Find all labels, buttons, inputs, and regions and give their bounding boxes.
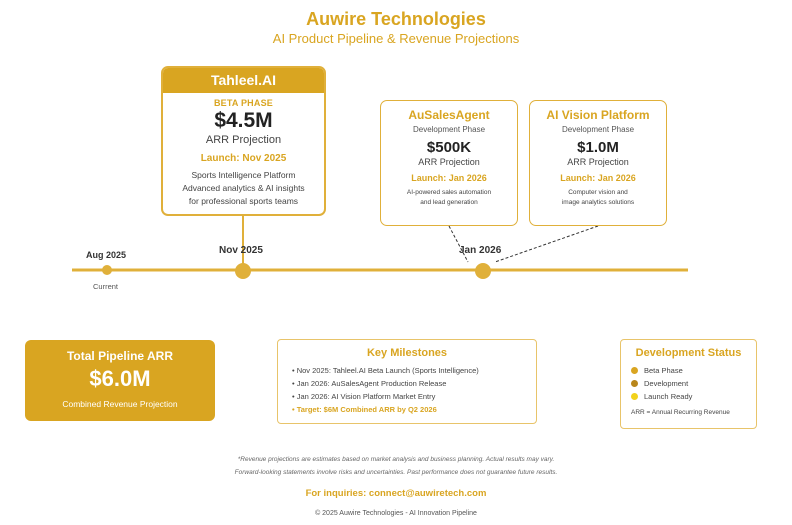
tahleel-launch: Launch: Nov 2025 xyxy=(200,153,287,164)
ausales-arr-label: ARR Projection xyxy=(418,157,480,167)
ausales-card xyxy=(380,100,518,226)
total-title: Total Pipeline ARR xyxy=(66,349,173,363)
milestone-item: • Jan 2026: AuSalesAgent Production Release xyxy=(292,379,447,388)
launch-ready-dot-icon xyxy=(631,393,638,400)
status-title: Development Status xyxy=(635,347,742,359)
page-subtitle: AI Product Pipeline & Revenue Projections xyxy=(272,31,520,46)
beta-dot-icon xyxy=(631,367,638,374)
tahleel-desc-line: Advanced analytics & AI insights xyxy=(182,183,305,193)
legend-item-launch-ready xyxy=(631,390,756,403)
milestone-item: • Nov 2025: Tahleel.AI Beta Launch (Sports Intelligence) xyxy=(292,366,479,375)
tahleel-desc-line: for professional sports teams xyxy=(188,196,299,206)
total-pipeline-card xyxy=(25,340,215,421)
page-title: Auwire Technologies xyxy=(306,9,486,29)
vision-phase: Development Phase xyxy=(561,125,635,134)
timeline-aug-sub: Current xyxy=(93,282,119,291)
milestones-list xyxy=(292,364,536,416)
ausales-connector xyxy=(449,226,468,262)
nov-marker xyxy=(235,263,251,279)
legend-label: Launch Ready xyxy=(644,392,693,401)
vision-description xyxy=(530,188,666,208)
vision-arr-value: $1.0M xyxy=(577,139,619,156)
legend-label: Development xyxy=(644,379,689,388)
timeline-nov-label: Nov 2025 xyxy=(219,245,263,256)
ausales-description xyxy=(381,188,517,208)
legend-label: Beta Phase xyxy=(644,366,683,375)
ausales-phase: Development Phase xyxy=(412,125,486,134)
tahleel-arr-label: ARR Projection xyxy=(205,134,282,146)
vision-name: AI Vision Platform xyxy=(546,108,650,122)
vision-desc-line: image analytics solutions xyxy=(561,199,635,206)
vision-arr-label: ARR Projection xyxy=(567,157,629,167)
tahleel-arr-value: $4.5M xyxy=(214,109,273,132)
ausales-desc-line: and lead generation xyxy=(420,199,478,206)
milestones-panel xyxy=(277,339,537,424)
tahleel-card xyxy=(161,66,326,216)
inquiries-link[interactable]: For inquiries: connect@auwiretech.com xyxy=(305,488,487,499)
vision-launch: Launch: Jan 2026 xyxy=(560,173,636,183)
tahleel-desc-line: Sports Intelligence Platform xyxy=(191,170,296,180)
copyright: © 2025 Auwire Technologies - AI Innovation Pipeline xyxy=(315,510,477,517)
legend-item-beta xyxy=(631,364,756,377)
ausales-arr-value: $500K xyxy=(426,139,472,156)
tahleel-name: Tahleel.AI xyxy=(163,68,324,93)
ausales-launch: Launch: Jan 2026 xyxy=(411,173,487,183)
timeline-aug-label: Aug 2025 xyxy=(86,250,127,260)
milestone-target: • Target: $6M Combined ARR by Q2 2026 xyxy=(292,405,437,414)
timeline-jan-label: Jan 2026 xyxy=(459,245,502,256)
vision-connector xyxy=(495,226,598,262)
development-dot-icon xyxy=(631,380,638,387)
status-note: ARR = Annual Recurring Revenue xyxy=(631,409,730,416)
aug-marker xyxy=(102,265,112,275)
total-value: $6.0M xyxy=(89,366,151,391)
ausales-desc-line: AI-powered sales automation xyxy=(406,189,492,196)
status-legend xyxy=(620,339,757,429)
tahleel-description xyxy=(163,169,324,208)
total-caption: Combined Revenue Projection xyxy=(62,399,178,409)
disclaimer-line-2: Forward-looking statements involve risks and uncertainties. Past performance does not guarantee future results. xyxy=(234,469,558,476)
legend-item-development xyxy=(631,377,756,390)
milestones-title: Key Milestones xyxy=(366,347,448,359)
milestone-item: • Jan 2026: AI Vision Platform Market Entry xyxy=(292,392,436,401)
vision-card xyxy=(529,100,667,226)
jan-marker xyxy=(475,263,491,279)
vision-desc-line: Computer vision and xyxy=(568,189,628,196)
tahleel-phase: BETA PHASE xyxy=(213,98,273,108)
ausales-name: AuSalesAgent xyxy=(408,108,490,122)
disclaimer-line-1: *Revenue projections are estimates based on market analysis and business planning. Actual results may vary. xyxy=(237,456,555,463)
